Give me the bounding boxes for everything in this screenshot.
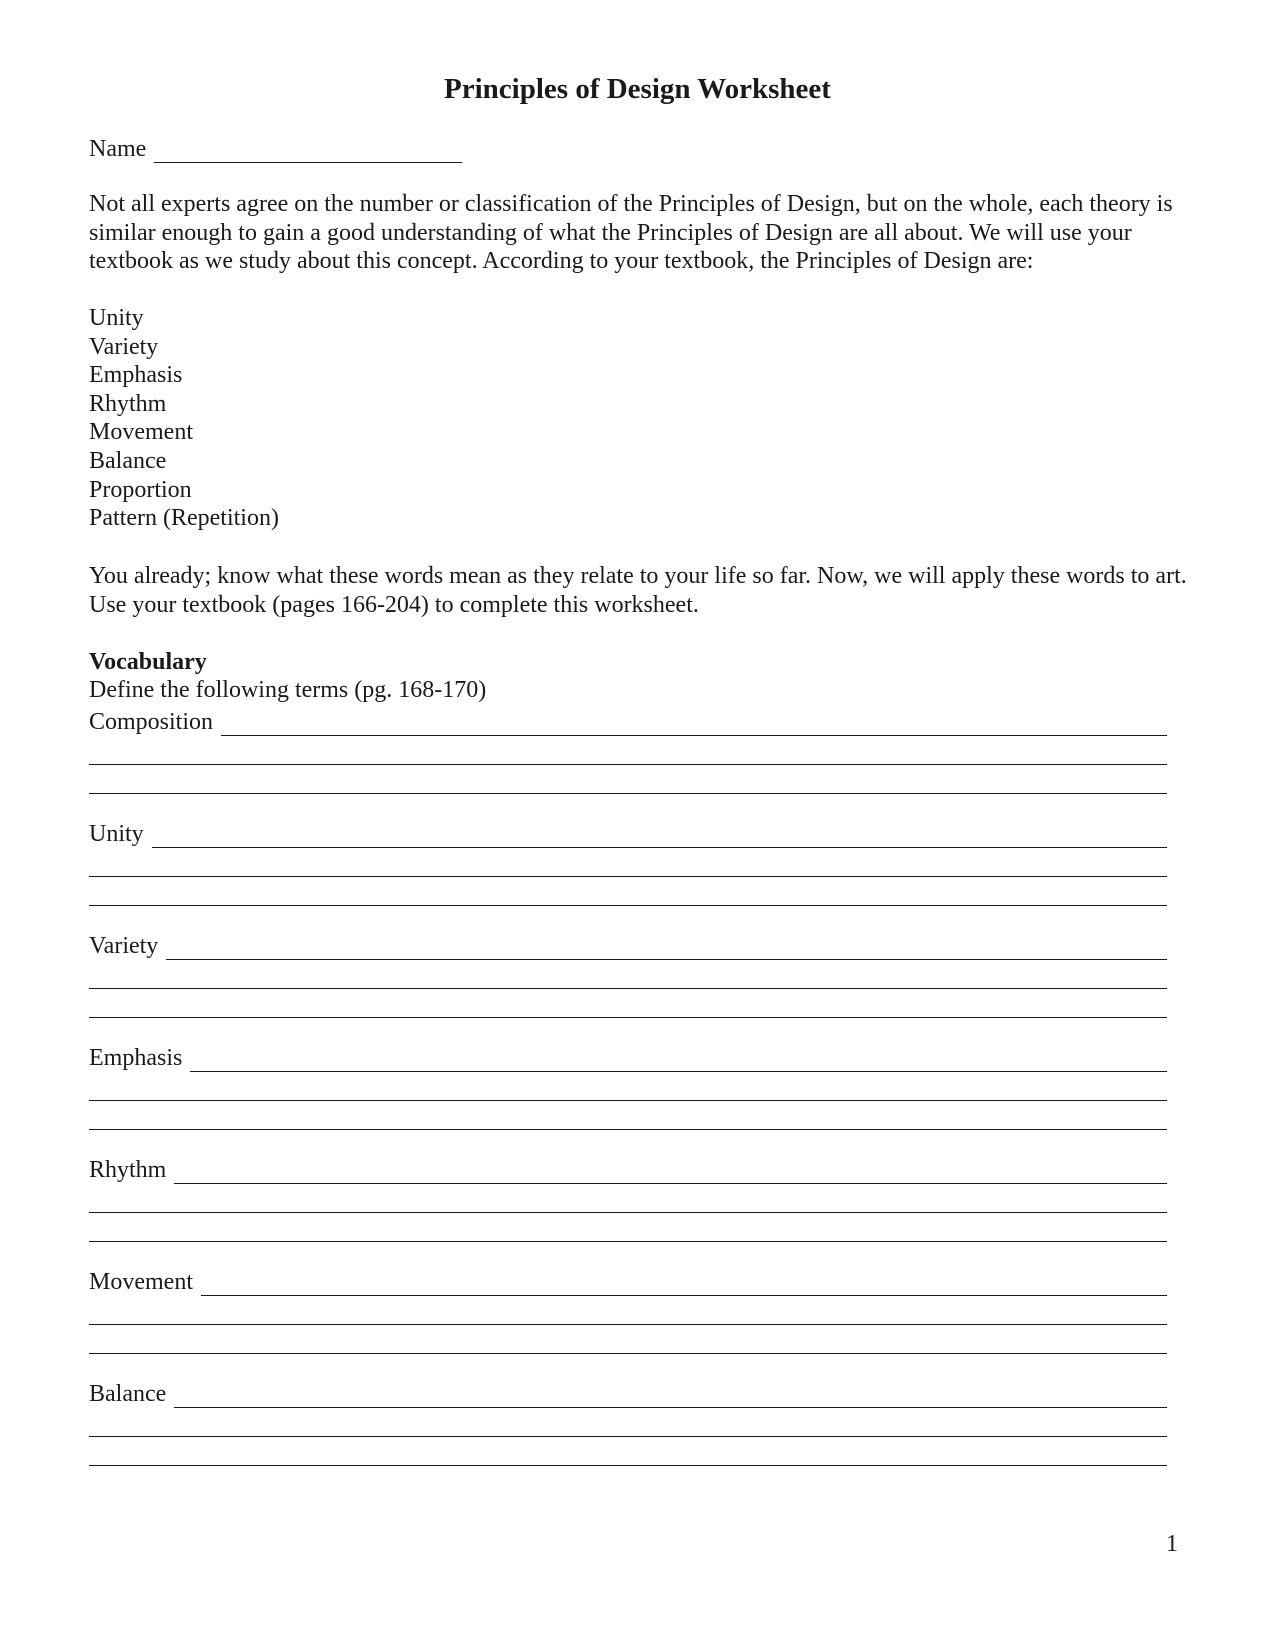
term-label: Variety [89, 933, 159, 959]
term-label: Balance [89, 1381, 167, 1407]
answer-line[interactable] [89, 877, 1167, 906]
answer-line[interactable] [174, 1385, 1167, 1408]
principle-item: Variety [89, 333, 159, 360]
term-block-movement [89, 1266, 1167, 1354]
term-label: Unity [89, 821, 144, 847]
vocabulary-heading: Vocabulary [89, 649, 207, 675]
term-block-emphasis [89, 1042, 1167, 1130]
principle-item: Unity [89, 305, 144, 331]
page-title: Principles of Design Worksheet [444, 73, 831, 105]
vocabulary-instruction: Define the following terms (pg. 168-170) [89, 677, 487, 703]
name-field-row [89, 135, 462, 163]
answer-line[interactable] [89, 1325, 1167, 1354]
answer-line[interactable] [89, 736, 1167, 765]
term-label: Emphasis [89, 1045, 183, 1071]
answer-line[interactable] [190, 1049, 1167, 1072]
answer-line[interactable] [89, 1437, 1167, 1466]
principle-item: Movement [89, 419, 193, 446]
principle-item: Emphasis [89, 362, 183, 389]
answer-line[interactable] [89, 1213, 1167, 1242]
answer-line[interactable] [89, 848, 1167, 877]
answer-line[interactable] [89, 1184, 1167, 1213]
answer-line[interactable] [89, 1101, 1167, 1130]
answer-line[interactable] [201, 1273, 1167, 1296]
term-label: Composition [89, 709, 214, 735]
term-block-balance [89, 1378, 1167, 1466]
page-number: 1 [1166, 1531, 1178, 1557]
term-label: Rhythm [89, 1157, 167, 1183]
name-label: Name [89, 136, 147, 162]
term-label: Movement [89, 1269, 193, 1295]
answer-line[interactable] [174, 1161, 1167, 1184]
term-block-variety [89, 930, 1167, 1018]
principles-list [89, 304, 279, 533]
answer-line[interactable] [89, 960, 1167, 989]
answer-line[interactable] [89, 1296, 1167, 1325]
answer-line[interactable] [89, 765, 1167, 794]
intro-paragraph: Not all experts agree on the number or classification of the Principles of Design, but on the whole, each theory is similar enough to gain a good understanding of what the Principles of Design are all about. We will use your textbook as we study about this concept. According to your textbook, the Principles of Design are: [89, 191, 1173, 275]
answer-line[interactable] [89, 1408, 1167, 1437]
principle-item: Pattern (Repetition) [89, 505, 279, 532]
principle-item: Balance [89, 447, 167, 474]
term-block-rhythm [89, 1154, 1167, 1242]
answer-line[interactable] [166, 937, 1167, 960]
principle-item: Rhythm [89, 390, 167, 417]
name-blank-line[interactable] [154, 140, 462, 163]
answer-line[interactable] [221, 713, 1167, 736]
term-block-composition [89, 706, 1167, 794]
term-block-unity [89, 818, 1167, 906]
apply-paragraph: You already; know what these words mean as they relate to your life so far. Now, we will apply these words to art. Use your textbook (pages 166-204) to complete this worksheet. [89, 563, 1187, 618]
answer-line[interactable] [89, 1072, 1167, 1101]
answer-line[interactable] [89, 989, 1167, 1018]
answer-line[interactable] [152, 825, 1167, 848]
principle-item: Proportion [89, 476, 192, 503]
